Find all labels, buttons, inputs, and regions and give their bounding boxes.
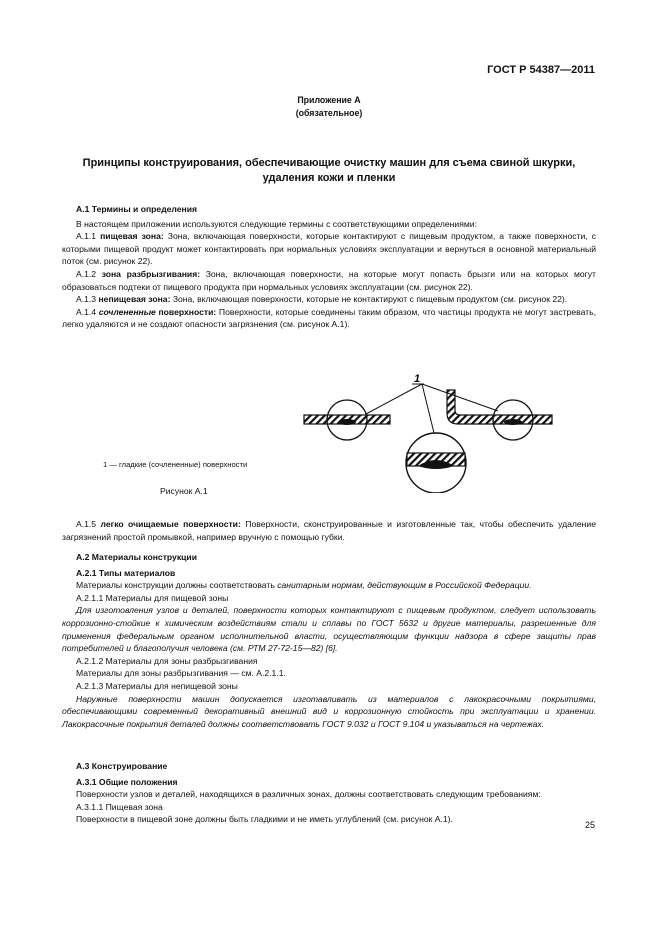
section-heading: А.2 Материалы конструкции [76, 552, 197, 562]
term-definition: А.1.2 зона разбрызгивания: Зона, включающая поверхности, на которые могут попасть брызги или на которых могут образоваться подтеки от пищевого продукта при нормальных условиях эксплуатации (см. рисунок 22). [62, 268, 596, 292]
paragraph: Наружные поверхности машин допускается изготавливать из материалов с лакокрасочными покрытиями, обеспечивающими современный декоративный внешний вид и коррозионную стойкость при эксплуатации и хранении. Лакокрасочные покрытия деталей должны соответствовать ГОСТ 9.032 и ГОСТ 9.104 и указываться на чертежах. [62, 693, 596, 729]
paragraph: Материалы для зоны разбрызгивания — см. А.2.1.1. [76, 668, 286, 679]
section-a3 [62, 760, 596, 826]
section-heading: А.1 Термины и определения [76, 204, 198, 214]
section-a1-5 [62, 518, 596, 543]
subsection-heading: А.3.1 Общие положения [76, 776, 178, 787]
paragraph: Для изготовления узлов и деталей, поверхности которых контактируют с пищевым продуктом, следует использовать коррозионно-стойкие к химическим воздействиям стали и сплавы по ГОСТ 5632 и другие материалы, разрешенные для применения федеральным органом исполнительной власти, осуществляющим функции надзора в сфере защиты прав потребителей и благополучия человека (см. РТМ 27-72-15—82) [6]. [62, 605, 596, 654]
figure-a1-joined-surfaces [300, 368, 555, 493]
clause-heading: А.3.1.1 Пищевая зона [76, 801, 163, 812]
subsection-heading: А.2.1 Типы материалов [76, 567, 176, 578]
figure-legend: 1 — гладкие (сочлененные) поверхности [103, 460, 248, 469]
callout-number: 1 [414, 373, 421, 385]
term-definition: А.1.4 сочлененные поверхности: Поверхности, которые соединены таким образом, что частицы продукта не могут застревать, легко удаляются и не создают опасности загрязнения (см. рисунок А.1). [62, 306, 596, 330]
document-header: ГОСТ Р 54387—2011 [487, 64, 595, 76]
appendix-heading [62, 94, 596, 119]
appendix-title: Приложение А [297, 95, 361, 105]
appendix-status: (обязательное) [295, 107, 363, 118]
term-definition: А.1.1 пищевая зона: Зона, включающая поверхности, которые контактируют с пищевым продуктом, а также поверхности, с которыми пищевой продукт может контактировать при нормальных условиях эксплуатации и вернуться в основной материальный поток (см. рисунок 22). [62, 231, 596, 267]
paragraph: Материалы конструкции должны соответствовать санитарным нормам, действующим в Российской Федерации. [76, 580, 532, 591]
title-line: удаления кожи и пленки [262, 172, 396, 184]
section-heading: А.3 Конструирование [76, 761, 168, 771]
clause-heading: А.2.1.2 Материалы для зоны разбрызгивания [76, 655, 258, 666]
section-a1 [62, 203, 596, 331]
paragraph: Поверхности в пищевой зоне должны быть гладкими и не иметь углублений (см. рисунок А.1). [76, 814, 453, 825]
page-number: 25 [584, 820, 595, 830]
clause-heading: А.2.1.1 Материалы для пищевой зоны [76, 592, 229, 603]
term-definition: А.1.3 непищевая зона: Зона, включающая поверхности, которые не контактируют с пищевым продуктом (см. рисунок 22). [76, 294, 568, 305]
section-a2 [62, 551, 596, 730]
term-definition: А.1.5 легко очищаемые поверхности: Поверхности, сконструированные и изготовленные так, чтобы обеспечить удаление загрязнений простой промывкой, например вручную с помощью губки. [62, 519, 596, 542]
paragraph: В настоящем приложении используются следующие термины с соответствующими определениями: [76, 218, 477, 229]
document-title [62, 156, 596, 186]
figure-caption: Рисунок А.1 [160, 486, 208, 496]
clause-heading: А.2.1.3 Материалы для непищевой зоны [76, 680, 238, 691]
title-line: Принципы конструирования, обеспечивающие очистку машин для съема свиной шкурки, [82, 157, 576, 169]
paragraph: Поверхности узлов и деталей, находящихся в различных зонах, должны соответствовать следующим требованиям: [76, 789, 541, 800]
